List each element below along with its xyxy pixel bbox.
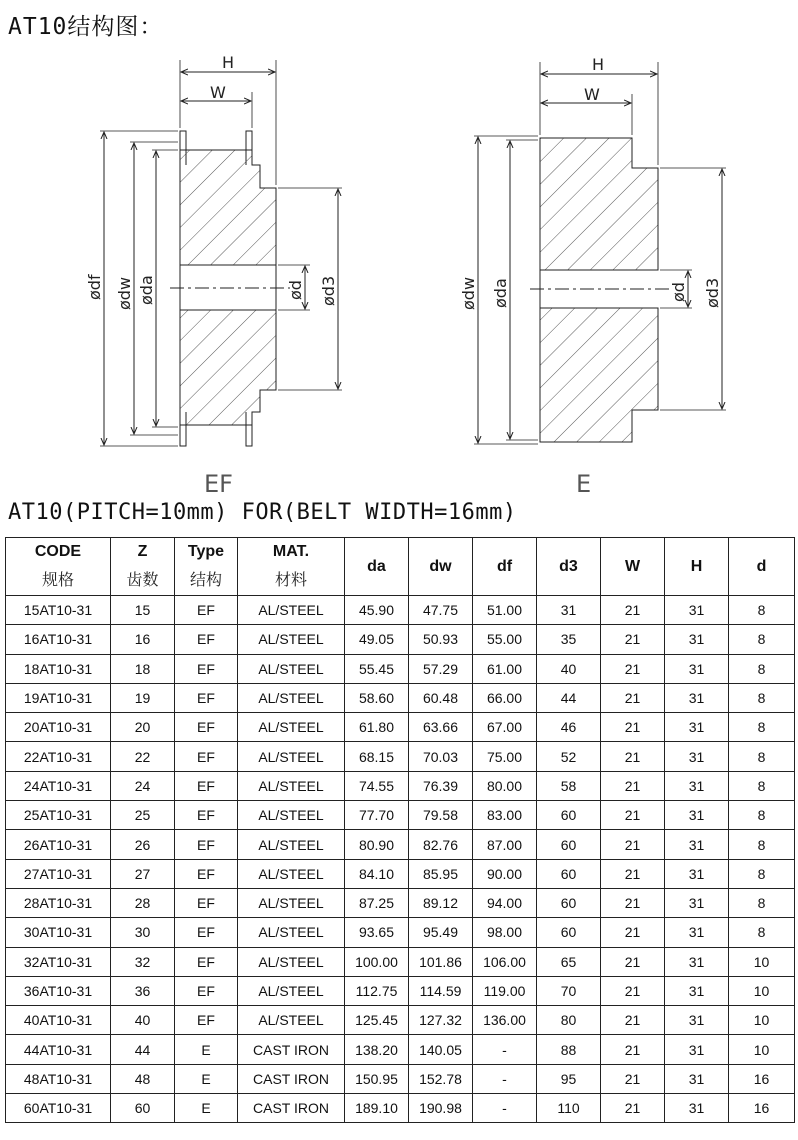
e-type-drawing xyxy=(474,62,726,444)
table-cell: 66.00 xyxy=(473,683,537,712)
table-cell: 88 xyxy=(537,1035,601,1064)
table-cell: 48AT10-31 xyxy=(6,1064,111,1093)
table-cell: 26AT10-31 xyxy=(6,830,111,859)
table-cell: 16 xyxy=(729,1094,795,1123)
table-cell: 21 xyxy=(601,859,665,888)
ef-h-label: H xyxy=(222,53,235,72)
table-cell: 110 xyxy=(537,1094,601,1123)
table-cell: 31 xyxy=(665,830,729,859)
column-header-label: Type xyxy=(187,543,225,560)
table-cell: 8 xyxy=(729,859,795,888)
table-cell: 82.76 xyxy=(409,830,473,859)
column-header xyxy=(238,538,345,596)
table-cell: 90.00 xyxy=(473,859,537,888)
table-cell: AL/STEEL xyxy=(238,654,345,683)
table-cell: 18AT10-31 xyxy=(6,654,111,683)
spec-table xyxy=(5,537,795,1123)
table-cell: 31 xyxy=(665,654,729,683)
column-header-label: d xyxy=(756,557,767,575)
table-row xyxy=(6,888,795,917)
table-row xyxy=(6,596,795,625)
table-cell: EF xyxy=(175,976,238,1005)
ef-d-label: ød xyxy=(286,280,305,300)
table-cell: 44 xyxy=(537,683,601,712)
column-header xyxy=(175,538,238,596)
column-header xyxy=(409,538,473,596)
table-cell: 21 xyxy=(601,1006,665,1035)
table-cell: E xyxy=(175,1035,238,1064)
table-cell: 55.45 xyxy=(345,654,409,683)
table-cell: 18 xyxy=(111,654,175,683)
table-cell: 79.58 xyxy=(409,801,473,830)
table-cell: 24 xyxy=(111,771,175,800)
table-cell: 138.20 xyxy=(345,1035,409,1064)
table-cell: 95 xyxy=(537,1064,601,1093)
ef-type-label: EF xyxy=(204,470,233,498)
table-cell: EF xyxy=(175,596,238,625)
table-cell: 21 xyxy=(601,596,665,625)
table-cell: 35 xyxy=(537,625,601,654)
table-cell: 16AT10-31 xyxy=(6,625,111,654)
table-row xyxy=(6,918,795,947)
spec-heading: AT10(PITCH=10mm) FOR(BELT WIDTH=16mm) xyxy=(8,500,517,525)
table-cell: 125.45 xyxy=(345,1006,409,1035)
table-cell: AL/STEEL xyxy=(238,625,345,654)
table-cell: 70 xyxy=(537,976,601,1005)
table-row xyxy=(6,713,795,742)
table-cell: 31 xyxy=(665,713,729,742)
e-h-label: H xyxy=(592,55,605,74)
column-header-label: dw xyxy=(429,557,452,575)
column-header-label: MAT. xyxy=(272,543,310,560)
table-cell: EF xyxy=(175,625,238,654)
page-heading: AT10结构图： xyxy=(8,14,164,40)
table-cell: 31 xyxy=(665,918,729,947)
column-header-label: da xyxy=(367,557,386,575)
table-cell: 8 xyxy=(729,888,795,917)
column-header-label: H xyxy=(690,557,703,575)
table-cell: 36 xyxy=(111,976,175,1005)
column-header-sublabel: 结构 xyxy=(189,570,222,589)
table-row xyxy=(6,1064,795,1093)
table-cell: 21 xyxy=(601,771,665,800)
table-cell: 85.95 xyxy=(409,859,473,888)
table-cell: 46 xyxy=(537,713,601,742)
table-cell: 83.00 xyxy=(473,801,537,830)
table-cell: 8 xyxy=(729,654,795,683)
table-cell: AL/STEEL xyxy=(238,713,345,742)
table-cell: 22AT10-31 xyxy=(6,742,111,771)
table-cell: 21 xyxy=(601,1035,665,1064)
table-row xyxy=(6,625,795,654)
table-cell: EF xyxy=(175,859,238,888)
table-cell: 136.00 xyxy=(473,1006,537,1035)
table-cell: 31 xyxy=(665,1006,729,1035)
table-cell: 21 xyxy=(601,830,665,859)
e-da-label: øda xyxy=(491,278,510,308)
column-header-label: Z xyxy=(137,543,148,560)
table-cell: 30AT10-31 xyxy=(6,918,111,947)
table-cell: 31 xyxy=(665,801,729,830)
table-cell: 21 xyxy=(601,1064,665,1093)
table-cell: 70.03 xyxy=(409,742,473,771)
pulley-structure-drawing xyxy=(0,45,798,500)
table-cell: 49.05 xyxy=(345,625,409,654)
column-header-sublabel: 规格 xyxy=(41,570,74,589)
table-cell: 30 xyxy=(111,918,175,947)
table-cell: 94.00 xyxy=(473,888,537,917)
table-cell: 40 xyxy=(537,654,601,683)
e-d3-label: ød3 xyxy=(703,277,722,308)
table-cell: CAST IRON xyxy=(238,1094,345,1123)
table-cell: 36AT10-31 xyxy=(6,976,111,1005)
table-cell: EF xyxy=(175,801,238,830)
table-cell: AL/STEEL xyxy=(238,918,345,947)
table-cell: 10 xyxy=(729,1035,795,1064)
table-cell: 80 xyxy=(537,1006,601,1035)
table-row xyxy=(6,654,795,683)
table-cell: 31 xyxy=(665,771,729,800)
table-cell: 140.05 xyxy=(409,1035,473,1064)
table-cell: 114.59 xyxy=(409,976,473,1005)
table-cell: 31 xyxy=(665,596,729,625)
table-cell: 20AT10-31 xyxy=(6,713,111,742)
table-cell: 61.00 xyxy=(473,654,537,683)
table-cell: 89.12 xyxy=(409,888,473,917)
table-cell: 60 xyxy=(537,918,601,947)
table-cell: - xyxy=(473,1094,537,1123)
table-cell: 189.10 xyxy=(345,1094,409,1123)
table-cell: - xyxy=(473,1035,537,1064)
table-cell: 112.75 xyxy=(345,976,409,1005)
table-cell: 87.25 xyxy=(345,888,409,917)
column-header-label: df xyxy=(496,557,513,575)
table-cell: 19AT10-31 xyxy=(6,683,111,712)
table-cell: AL/STEEL xyxy=(238,801,345,830)
table-cell: 19 xyxy=(111,683,175,712)
table-cell: 65 xyxy=(537,947,601,976)
table-cell: 31 xyxy=(537,596,601,625)
column-header xyxy=(665,538,729,596)
table-cell: 25 xyxy=(111,801,175,830)
table-cell: 27 xyxy=(111,859,175,888)
table-row xyxy=(6,947,795,976)
column-header xyxy=(6,538,111,596)
table-cell: 60 xyxy=(537,830,601,859)
table-cell: 87.00 xyxy=(473,830,537,859)
table-cell: 21 xyxy=(601,742,665,771)
table-cell: AL/STEEL xyxy=(238,830,345,859)
table-cell: 8 xyxy=(729,771,795,800)
table-row xyxy=(6,830,795,859)
column-header-label: d3 xyxy=(559,557,578,575)
table-cell: EF xyxy=(175,888,238,917)
table-cell: 15AT10-31 xyxy=(6,596,111,625)
column-header-sublabel: 材料 xyxy=(274,570,307,589)
table-cell: 74.55 xyxy=(345,771,409,800)
table-cell: 80.00 xyxy=(473,771,537,800)
table-cell: 21 xyxy=(601,801,665,830)
table-cell: 106.00 xyxy=(473,947,537,976)
table-cell: AL/STEEL xyxy=(238,771,345,800)
table-cell: AL/STEEL xyxy=(238,1006,345,1035)
table-cell: 57.29 xyxy=(409,654,473,683)
table-cell: 32 xyxy=(111,947,175,976)
table-cell: 60 xyxy=(111,1094,175,1123)
table-cell: 28AT10-31 xyxy=(6,888,111,917)
table-cell: EF xyxy=(175,830,238,859)
table-cell: 60AT10-31 xyxy=(6,1094,111,1123)
table-cell: 25AT10-31 xyxy=(6,801,111,830)
table-cell: 21 xyxy=(601,683,665,712)
table-cell: 48 xyxy=(111,1064,175,1093)
table-cell: 21 xyxy=(601,976,665,1005)
table-cell: 47.75 xyxy=(409,596,473,625)
table-cell: 98.00 xyxy=(473,918,537,947)
table-cell: 16 xyxy=(111,625,175,654)
table-cell: EF xyxy=(175,1006,238,1035)
table-cell: AL/STEEL xyxy=(238,947,345,976)
table-cell: EF xyxy=(175,654,238,683)
table-cell: EF xyxy=(175,713,238,742)
table-row xyxy=(6,859,795,888)
ef-w-label: W xyxy=(210,83,226,102)
table-cell: CAST IRON xyxy=(238,1035,345,1064)
table-cell: 68.15 xyxy=(345,742,409,771)
column-header xyxy=(111,538,175,596)
table-cell: 80.90 xyxy=(345,830,409,859)
ef-da-label: øda xyxy=(137,275,156,305)
table-cell: E xyxy=(175,1094,238,1123)
table-cell: 32AT10-31 xyxy=(6,947,111,976)
table-cell: E xyxy=(175,1064,238,1093)
table-cell: 119.00 xyxy=(473,976,537,1005)
table-cell: 31 xyxy=(665,1035,729,1064)
table-cell: 190.98 xyxy=(409,1094,473,1123)
table-cell: 84.10 xyxy=(345,859,409,888)
table-cell: 44AT10-31 xyxy=(6,1035,111,1064)
table-cell: 127.32 xyxy=(409,1006,473,1035)
table-cell: EF xyxy=(175,947,238,976)
table-cell: 21 xyxy=(601,654,665,683)
table-cell: 31 xyxy=(665,947,729,976)
ef-df-label: ødf xyxy=(85,274,104,300)
table-cell: 8 xyxy=(729,830,795,859)
table-cell: 31 xyxy=(665,1094,729,1123)
table-cell: 10 xyxy=(729,976,795,1005)
column-header xyxy=(601,538,665,596)
table-cell: 40AT10-31 xyxy=(6,1006,111,1035)
table-cell: EF xyxy=(175,918,238,947)
table-cell: 26 xyxy=(111,830,175,859)
table-cell: AL/STEEL xyxy=(238,742,345,771)
column-header xyxy=(537,538,601,596)
table-cell: 60 xyxy=(537,801,601,830)
table-cell: 93.65 xyxy=(345,918,409,947)
table-cell: 10 xyxy=(729,947,795,976)
table-cell: 10 xyxy=(729,1006,795,1035)
table-cell: 60 xyxy=(537,859,601,888)
table-cell: 21 xyxy=(601,947,665,976)
table-cell: 21 xyxy=(601,713,665,742)
table-body xyxy=(6,596,795,1123)
ef-type-drawing xyxy=(100,60,342,446)
table-cell: AL/STEEL xyxy=(238,888,345,917)
table-cell: - xyxy=(473,1064,537,1093)
table-cell: EF xyxy=(175,771,238,800)
table-cell: 44 xyxy=(111,1035,175,1064)
table-cell: 8 xyxy=(729,683,795,712)
column-header xyxy=(729,538,795,596)
table-cell: 15 xyxy=(111,596,175,625)
table-cell: 67.00 xyxy=(473,713,537,742)
table-cell: AL/STEEL xyxy=(238,596,345,625)
table-cell: 8 xyxy=(729,625,795,654)
table-cell: 100.00 xyxy=(345,947,409,976)
table-cell: 58 xyxy=(537,771,601,800)
e-d-label: ød xyxy=(669,282,688,302)
table-cell: 28 xyxy=(111,888,175,917)
table-cell: 31 xyxy=(665,742,729,771)
table-cell: 101.86 xyxy=(409,947,473,976)
table-cell: 27AT10-31 xyxy=(6,859,111,888)
table-cell: 8 xyxy=(729,742,795,771)
table-cell: 31 xyxy=(665,625,729,654)
table-row xyxy=(6,1006,795,1035)
table-cell: 95.49 xyxy=(409,918,473,947)
table-row xyxy=(6,742,795,771)
table-cell: AL/STEEL xyxy=(238,976,345,1005)
table-cell: 58.60 xyxy=(345,683,409,712)
table-cell: 8 xyxy=(729,918,795,947)
column-header-label: CODE xyxy=(34,543,82,560)
table-cell: 31 xyxy=(665,1064,729,1093)
table-cell: 60.48 xyxy=(409,683,473,712)
table-cell: 8 xyxy=(729,801,795,830)
ef-d3-label: ød3 xyxy=(319,275,338,306)
table-cell: 45.90 xyxy=(345,596,409,625)
table-cell: 20 xyxy=(111,713,175,742)
table-cell: 31 xyxy=(665,976,729,1005)
e-type-label: E xyxy=(576,470,592,498)
table-cell: 63.66 xyxy=(409,713,473,742)
table-row xyxy=(6,976,795,1005)
table-cell: 60 xyxy=(537,888,601,917)
table-cell: EF xyxy=(175,742,238,771)
table-cell: 61.80 xyxy=(345,713,409,742)
table-cell: 21 xyxy=(601,1094,665,1123)
e-dw-label: ødw xyxy=(459,276,478,310)
table-cell: 52 xyxy=(537,742,601,771)
table-cell: CAST IRON xyxy=(238,1064,345,1093)
table-cell: 40 xyxy=(111,1006,175,1035)
table-cell: 55.00 xyxy=(473,625,537,654)
ef-dw-label: ødw xyxy=(115,276,134,310)
table-cell: 16 xyxy=(729,1064,795,1093)
column-header xyxy=(345,538,409,596)
table-row xyxy=(6,771,795,800)
table-cell: 8 xyxy=(729,713,795,742)
table-cell: 21 xyxy=(601,625,665,654)
table-cell: 31 xyxy=(665,859,729,888)
table-cell: 150.95 xyxy=(345,1064,409,1093)
column-header-sublabel: 齿数 xyxy=(126,570,159,589)
table-cell: AL/STEEL xyxy=(238,683,345,712)
table-cell: EF xyxy=(175,683,238,712)
table-row xyxy=(6,1035,795,1064)
table-cell: 50.93 xyxy=(409,625,473,654)
table-cell: 21 xyxy=(601,918,665,947)
e-w-label: W xyxy=(584,85,600,104)
table-cell: 24AT10-31 xyxy=(6,771,111,800)
table-cell: 152.78 xyxy=(409,1064,473,1093)
table-cell: 75.00 xyxy=(473,742,537,771)
table-cell: 31 xyxy=(665,683,729,712)
table-cell: 76.39 xyxy=(409,771,473,800)
table-cell: AL/STEEL xyxy=(238,859,345,888)
table-cell: 77.70 xyxy=(345,801,409,830)
table-row xyxy=(6,1094,795,1123)
column-header-label: W xyxy=(624,557,641,575)
table-header-row xyxy=(6,538,795,596)
table-row xyxy=(6,801,795,830)
table-cell: 22 xyxy=(111,742,175,771)
table-cell: 31 xyxy=(665,888,729,917)
table-row xyxy=(6,683,795,712)
table-cell: 51.00 xyxy=(473,596,537,625)
column-header xyxy=(473,538,537,596)
table-cell: 8 xyxy=(729,596,795,625)
table-cell: 21 xyxy=(601,888,665,917)
